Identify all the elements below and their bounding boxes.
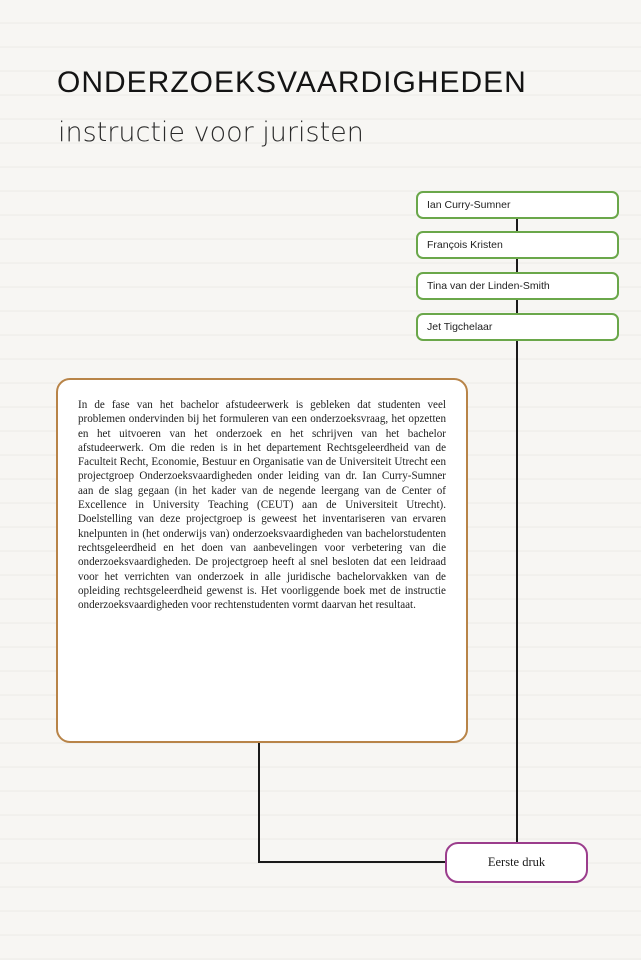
connector-line-bottom <box>258 861 447 863</box>
connector-line-authors <box>516 216 518 844</box>
author-box: Ian Curry-Sumner <box>416 191 619 219</box>
author-box: Tina van der Linden-Smith <box>416 272 619 300</box>
blurb-text: In de fase van het bachelor afstudeerwerk is gebleken dat studenten veel problemen ondervinden bij het formuleren van een onderzoeksvraag, het opzetten en het uitvoeren van het onderzoek en het schrijven van het bachelor afstudeerwerk. Om die reden is in het departement Rechtsgeleerdheid van de Faculteit Recht, Economie, Bestuur en Organisatie van de Universiteit Utrecht een projectgroep Onderzoeksvaardigheden onder leiding van dr. Ian Curry-Sumner aan de slag gegaan (in het kader van de negende leergang van de Center of Excellence in University Teaching (CEUT) aan de Universiteit Utrecht). Doelstelling van deze projectgroep is geweest het inventariseren van ervaren knelpunten in (het onderwijs van) onderzoeksvaardigheden van bachelorstudenten rechtsgeleerdheid en het doen van aanbevelingen voor verbetering van die onderzoeksvaardigheden. De projectgroep heeft al snel besloten dat een leidraad voor het verrichten van onderzoek in alle juridische bachelorvakken van de opleiding rechtsgeleerdheid gewenst is. Het voorliggende boek met de instructie onderzoeksvaardigheden voor rechtenstudenten vormt daarvan het resultaat. <box>78 399 446 612</box>
author-box: François Kristen <box>416 231 619 259</box>
edition-box: Eerste druk <box>445 842 588 883</box>
book-title: ONDERZOEKSVAARDIGHEDEN <box>57 66 527 99</box>
blurb-box <box>56 378 468 743</box>
author-box: Jet Tigchelaar <box>416 313 619 341</box>
book-subtitle: instructie voor juristen <box>58 117 364 148</box>
connector-line-blurb <box>258 742 260 863</box>
